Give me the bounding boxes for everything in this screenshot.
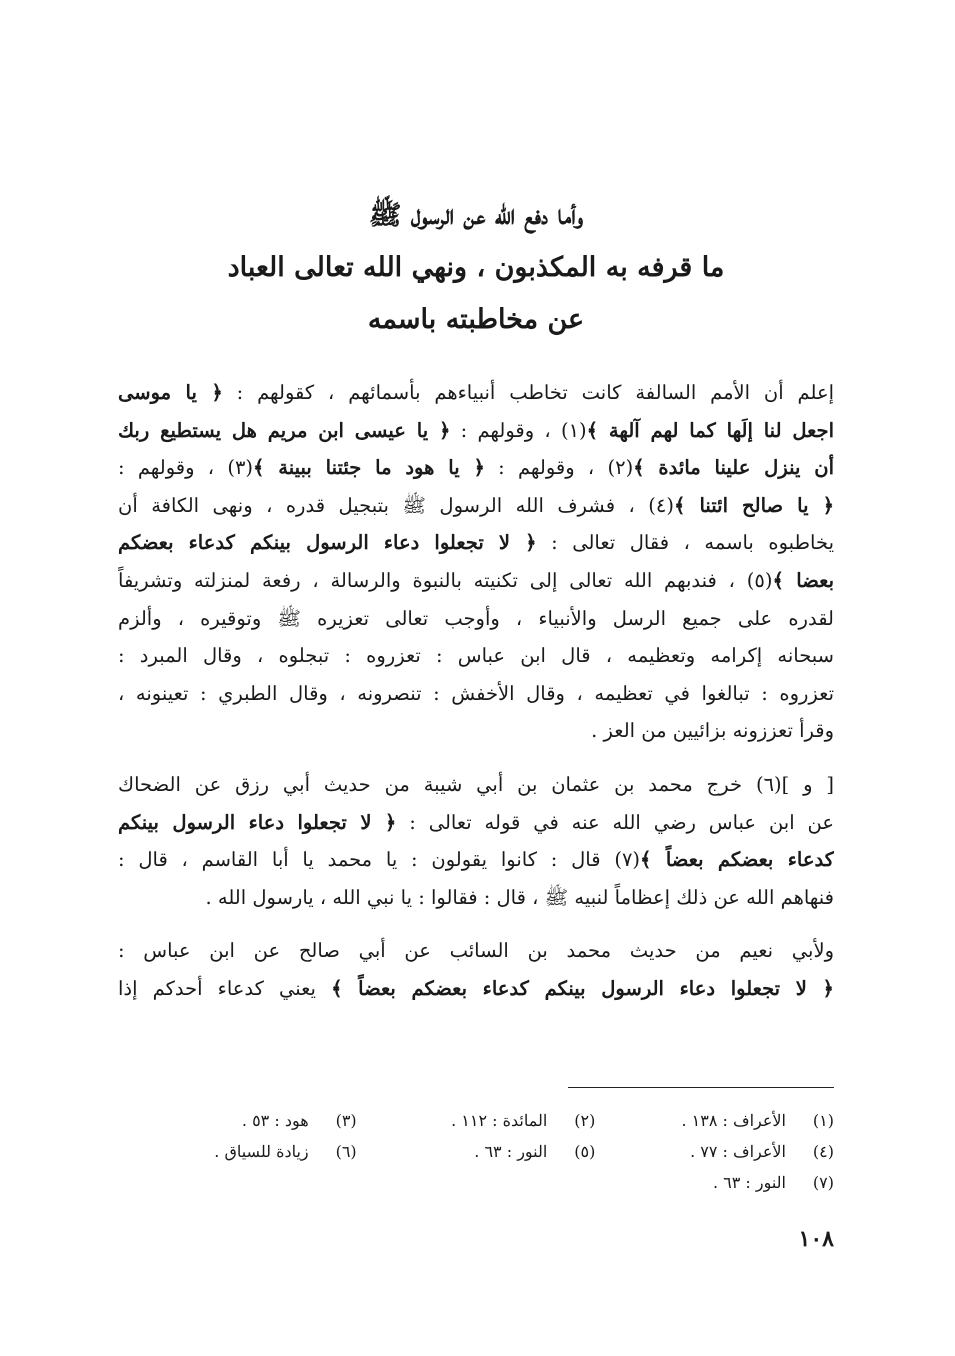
quran-quote: بعضا ﴾ [772,568,834,592]
quran-quote: ﴿ يا هود ما جئتنا ببينة ﴾ [253,456,485,480]
footnotes [118,1105,834,1198]
footnote-item: (٣)هود : ٥٣ . [241,1111,357,1130]
chapter-heading [118,190,834,346]
heading-line-1: وأما دفع الله عن الرسول ﷺ [368,200,584,231]
footnote-item: (٢)المائدة : ١١٢ . [451,1111,596,1130]
book-page [118,190,834,1290]
page-number: ١٠٨ [798,1226,834,1252]
text-line: أن ينزل علينا مائدة ﴾(٢) ، وقولهم : ﴿ يا هود ما جئتنا ببينة ﴾(٣) ، وقولهم : [118,456,834,480]
quran-quote: أن ينزل علينا مائدة ﴾ [633,456,834,480]
text-line: تعزروه : تبالغوا في تعظيمه ، وقال الأخفش : تنصرونه ، وقال الطبري : تعينونه ، [118,681,834,705]
text-line: سبحانه إكرامه وتعظيمه ، قال ابن عباس : تعزروه : تبجلوه ، وقال المبرد : [118,644,834,668]
quran-quote: ﴿ لا تجعلوا دعاء الرسول بينكم [118,810,397,834]
footnote-item: (٥)النور : ٦٣ . [474,1142,596,1161]
paragraph-2 [118,766,834,916]
quran-quote: ﴿ لا تجعلوا دعاء الرسول بينكم كدعاء بعضكم بعضاً ﴾ [331,976,834,1000]
quran-quote: كدعاء بعضكم بعضاً ﴾ [640,848,834,872]
footnote-item: (٤)الأعراف : ٧٧ . [690,1142,834,1161]
paragraph-1 [118,374,834,750]
text-line: يخاطبوه باسمه ، فقال تعالى : ﴿ لا تجعلوا دعاء الرسول بينكم كدعاء بعضكم [118,531,834,555]
quran-quote: اجعل لنا إلَها كما لهم آلهة ﴾ [586,418,834,442]
text-line: كدعاء بعضكم بعضاً ﴾(٧) قال : كانوا يقولون : يا محمد يا أبا القاسم ، قال : [118,848,834,872]
text-line: إعلم أن الأمم السالفة كانت تخاطب أنبياءهم بأسمائهم ، كقولهم : ﴿ يا موسى [118,381,834,404]
footnote-item: (٦)زيادة للسياق . [214,1142,357,1161]
quran-quote: ﴿ يا عيسى ابن مريم هل يستطيع ربك [118,418,451,442]
quran-quote: ﴿ يا موسى [118,381,223,404]
text-line: بعضا ﴾(٥) ، فندبهم الله تعالى إلى تكنيته بالنبوة والرسالة ، رفعة لمنزلته وتشريفاً [118,568,834,592]
text-line: اجعل لنا إلَها كما لهم آلهة ﴾(١) ، وقولهم : ﴿ يا عيسى ابن مريم هل يستطيع ربك [118,418,834,442]
footnote-item: (٧)النور : ٦٣ . [712,1173,834,1192]
text-line: وقرأ تعززونه بزائيين من العز . [591,719,834,743]
footnote-row [118,1105,834,1136]
footnote-row [118,1136,834,1167]
footnote-row [118,1167,834,1198]
heading-line-2: ما قرفه به المكذبون ، ونهي الله تعالى العباد [227,252,725,283]
text-line: ولأبي نعيم من حديث محمد بن السائب عن أبي صالح عن ابن عباس : [118,939,834,963]
text-line: ﴿ لا تجعلوا دعاء الرسول بينكم كدعاء بعضكم بعضاً ﴾ يعني كدعاء أحدكم إذا [118,976,834,1000]
quran-quote: ﴿ لا تجعلوا دعاء الرسول بينكم كدعاء بعضكم [118,531,537,555]
text-line: ﴿ يا صالح ائتنا ﴾(٤) ، فشرف الله الرسول ﷺ بتبجيل قدره ، ونهى الكافة أن [118,493,834,517]
footnote-divider [568,1087,834,1088]
text-line: فنهاهم الله عن ذلك إعظاماً لنبيه ﷺ ، قال : فقالوا : يا نبي الله ، يارسول الله . [205,885,834,909]
text-line: لقدره على جميع الرسل والأنبياء ، وأوجب تعالى تعزيره ﷺ وتوقيره ، وألزم [118,606,834,630]
paragraph-3 [118,932,834,1007]
heading-line-3: عن مخاطبته باسمه [367,304,585,335]
quran-quote: ﴿ يا صالح ائتنا ﴾ [673,493,834,517]
text-line: عن ابن عباس رضي الله عنه في قوله تعالى : ﴿ لا تجعلوا دعاء الرسول بينكم [118,810,834,834]
text-line: [ و ](٦) خرج محمد بن عثمان بن أبي شيبة من حديث أبي رزق عن الضحاك [118,772,834,796]
footnote-item: (١)الأعراف : ١٣٨ . [681,1111,834,1130]
